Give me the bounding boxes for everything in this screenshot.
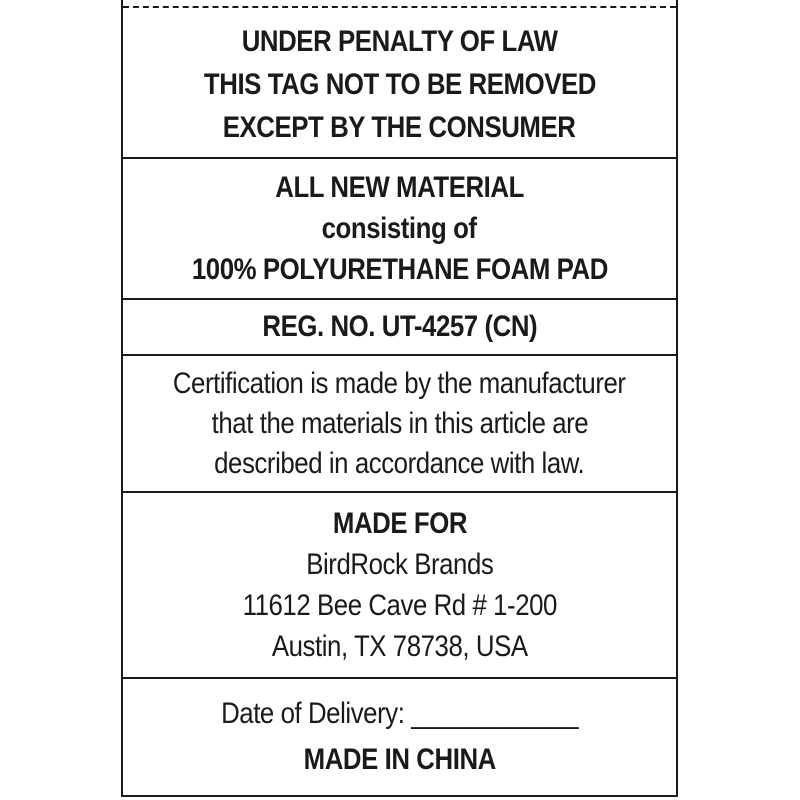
material-headline: ALL NEW MATERIAL [275,171,524,204]
law-tag [121,0,678,797]
manufacturer-city: Austin, TX 78738, USA [271,630,528,663]
registration-section [123,300,676,356]
warning-line-1: UNDER PENALTY OF LAW [241,25,558,58]
warning-line-2: THIS TAG NOT TO BE REMOVED [203,68,596,101]
perforation-line [123,6,676,8]
delivery-date-field: Date of Delivery: ____________ [220,697,579,730]
certification-line-3: described in accordance with law. [214,446,585,480]
country-of-origin: MADE IN CHINA [303,743,496,776]
material-connector: consisting of [322,212,477,245]
certification-line-1: Certification is made by the manufacturer [173,366,626,400]
certification-line-2: that the materials in this article are [211,406,588,440]
manufacturer-street: 11612 Bee Cave Rd # 1-200 [242,589,557,622]
warning-line-3: EXCEPT BY THE CONSUMER [223,111,576,144]
warning-section [123,12,676,159]
certification-section [123,356,676,493]
material-content: 100% POLYURETHANE FOAM PAD [191,253,608,286]
registration-number: REG. NO. UT-4257 (CN) [262,310,537,343]
manufacturer-section [123,493,676,679]
manufacturer-heading: MADE FOR [332,507,467,540]
material-section [123,159,676,300]
manufacturer-name: BirdRock Brands [305,548,494,581]
footer-section [123,679,676,795]
